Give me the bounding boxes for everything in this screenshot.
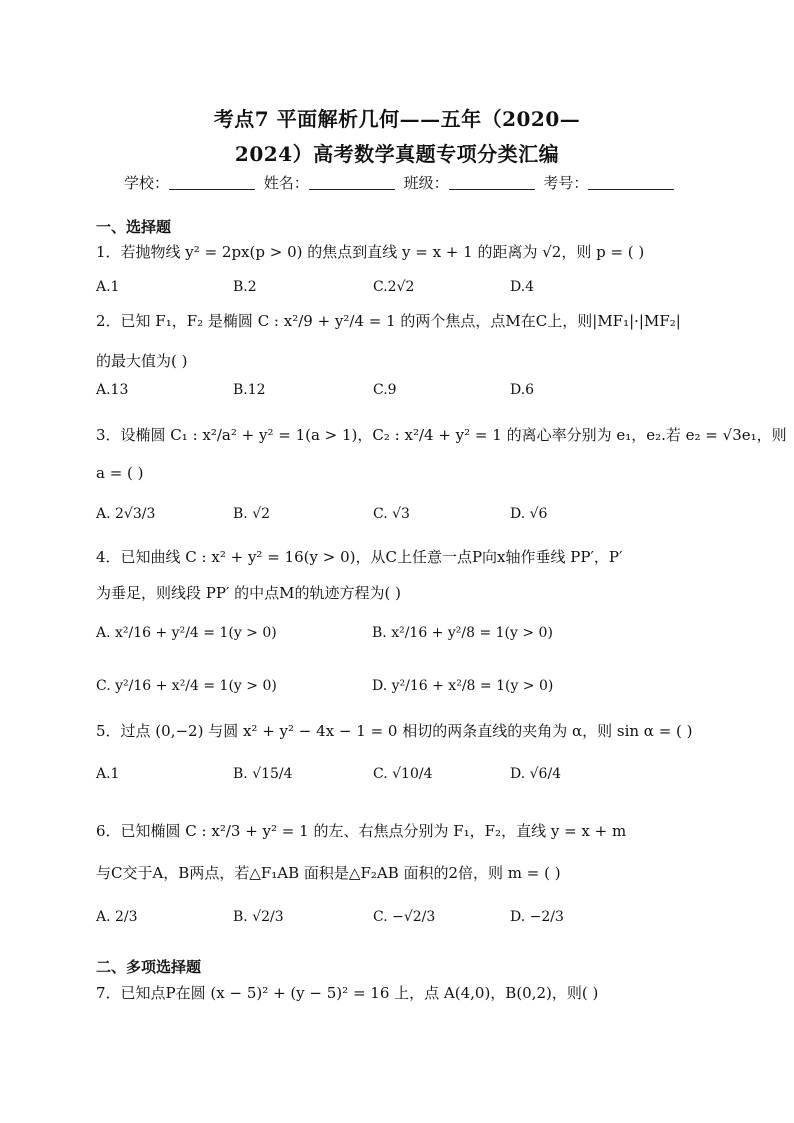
section-heading-single: 一、选择题 (96, 218, 172, 236)
question-1: 1．若抛物线 y² = 2px(p > 0) 的焦点到直线 y = x + 1 的距离为 √2，则 p = ( ) (96, 243, 645, 261)
question-4-line-2: 为垂足，则线段 PP′ 的中点M的轨迹方程为( ) (96, 584, 401, 602)
option-b: B.12 (233, 382, 266, 398)
option-a: A.1 (96, 766, 120, 782)
option-a: A. 2/3 (96, 909, 138, 925)
question-3-options (96, 506, 656, 526)
question-2-line-1: 2．已知 F₁，F₂ 是椭圆 C : x²/9 + y²/4 = 1 的两个焦点，点M在C上，则|MF₁|·|MF₂| (96, 312, 681, 330)
option-c: C. √3 (373, 506, 410, 522)
option-c: C. −√2/3 (373, 909, 436, 925)
option-b: B.2 (233, 279, 257, 295)
option-d: D. y²/16 + x²/8 = 1(y > 0) (372, 678, 554, 694)
question-1-options (96, 279, 656, 299)
option-b: B. √2/3 (233, 909, 284, 925)
option-c: C. y²/16 + x²/4 = 1(y > 0) (96, 678, 277, 694)
question-7: 7．已知点P在圆 (x − 5)² + (y − 5)² = 16 上，点 A(4,0)，B(0,2)，则( ) (96, 984, 599, 1002)
class-blank[interactable] (449, 175, 535, 190)
title-line-2: 2024）高考数学真题专项分类汇编 (234, 142, 560, 166)
option-d: D.6 (510, 382, 535, 398)
name-label: 姓名： (263, 174, 309, 192)
question-3-line-2: a = ( ) (96, 464, 144, 482)
option-d: D. √6/4 (510, 766, 562, 782)
option-c: C.9 (373, 382, 397, 398)
option-a: A. x²/16 + y²/4 = 1(y > 0) (96, 625, 277, 641)
option-b: B. √2 (233, 506, 271, 522)
option-d: D.4 (510, 279, 535, 295)
option-a: A. 2√3/3 (96, 506, 156, 522)
question-2-options (96, 382, 656, 402)
question-2-line-2: 的最大值为( ) (96, 352, 188, 370)
option-b: B. √15/4 (233, 766, 293, 782)
option-c: C.2√2 (373, 279, 415, 295)
option-d: D. √6 (510, 506, 548, 522)
question-3-line-1: 3．设椭圆 C₁ : x²/a² + y² = 1(a > 1)，C₂ : x²/4 + y² = 1 的离心率分别为 e₁，e₂.若 e₂ = √3e₁，则 (96, 426, 787, 444)
option-a: A.1 (96, 279, 120, 295)
name-blank[interactable] (309, 175, 395, 190)
option-b: B. x²/16 + y²/8 = 1(y > 0) (372, 625, 553, 641)
number-blank[interactable] (588, 175, 674, 190)
question-4-options-row-1 (96, 625, 656, 645)
option-c: C. √10/4 (373, 766, 433, 782)
school-label: 学校： (124, 174, 170, 192)
class-label: 班级： (403, 174, 449, 192)
section-heading-multi: 二、多项选择题 (96, 958, 202, 976)
question-6-options (96, 909, 656, 929)
option-d: D. −2/3 (510, 909, 564, 925)
question-4-options-row-2 (96, 678, 656, 698)
title-line-1: 考点7 平面解析几何——五年（2020— (213, 107, 581, 131)
question-5: 5．过点 (0,−2) 与圆 x² + y² − 4x − 1 = 0 相切的两条直线的夹角为 α，则 sin α = ( ) (96, 722, 693, 740)
number-label: 考号： (543, 174, 589, 192)
question-6-line-1: 6．已知椭圆 C : x²/3 + y² = 1 的左、右焦点分别为 F₁，F₂，直线 y = x + m (96, 822, 627, 840)
student-info-row (124, 172, 678, 193)
question-4-line-1: 4．已知曲线 C : x² + y² = 16(y > 0)，从C上任意一点P向x轴作垂线 PP′，P′ (96, 548, 623, 566)
question-5-options (96, 766, 656, 786)
option-a: A.13 (96, 382, 129, 398)
question-6-line-2: 与C交于A，B两点，若△F₁AB 面积是△F₂AB 面积的2倍，则 m = ( ) (96, 864, 561, 882)
school-blank[interactable] (169, 175, 255, 190)
